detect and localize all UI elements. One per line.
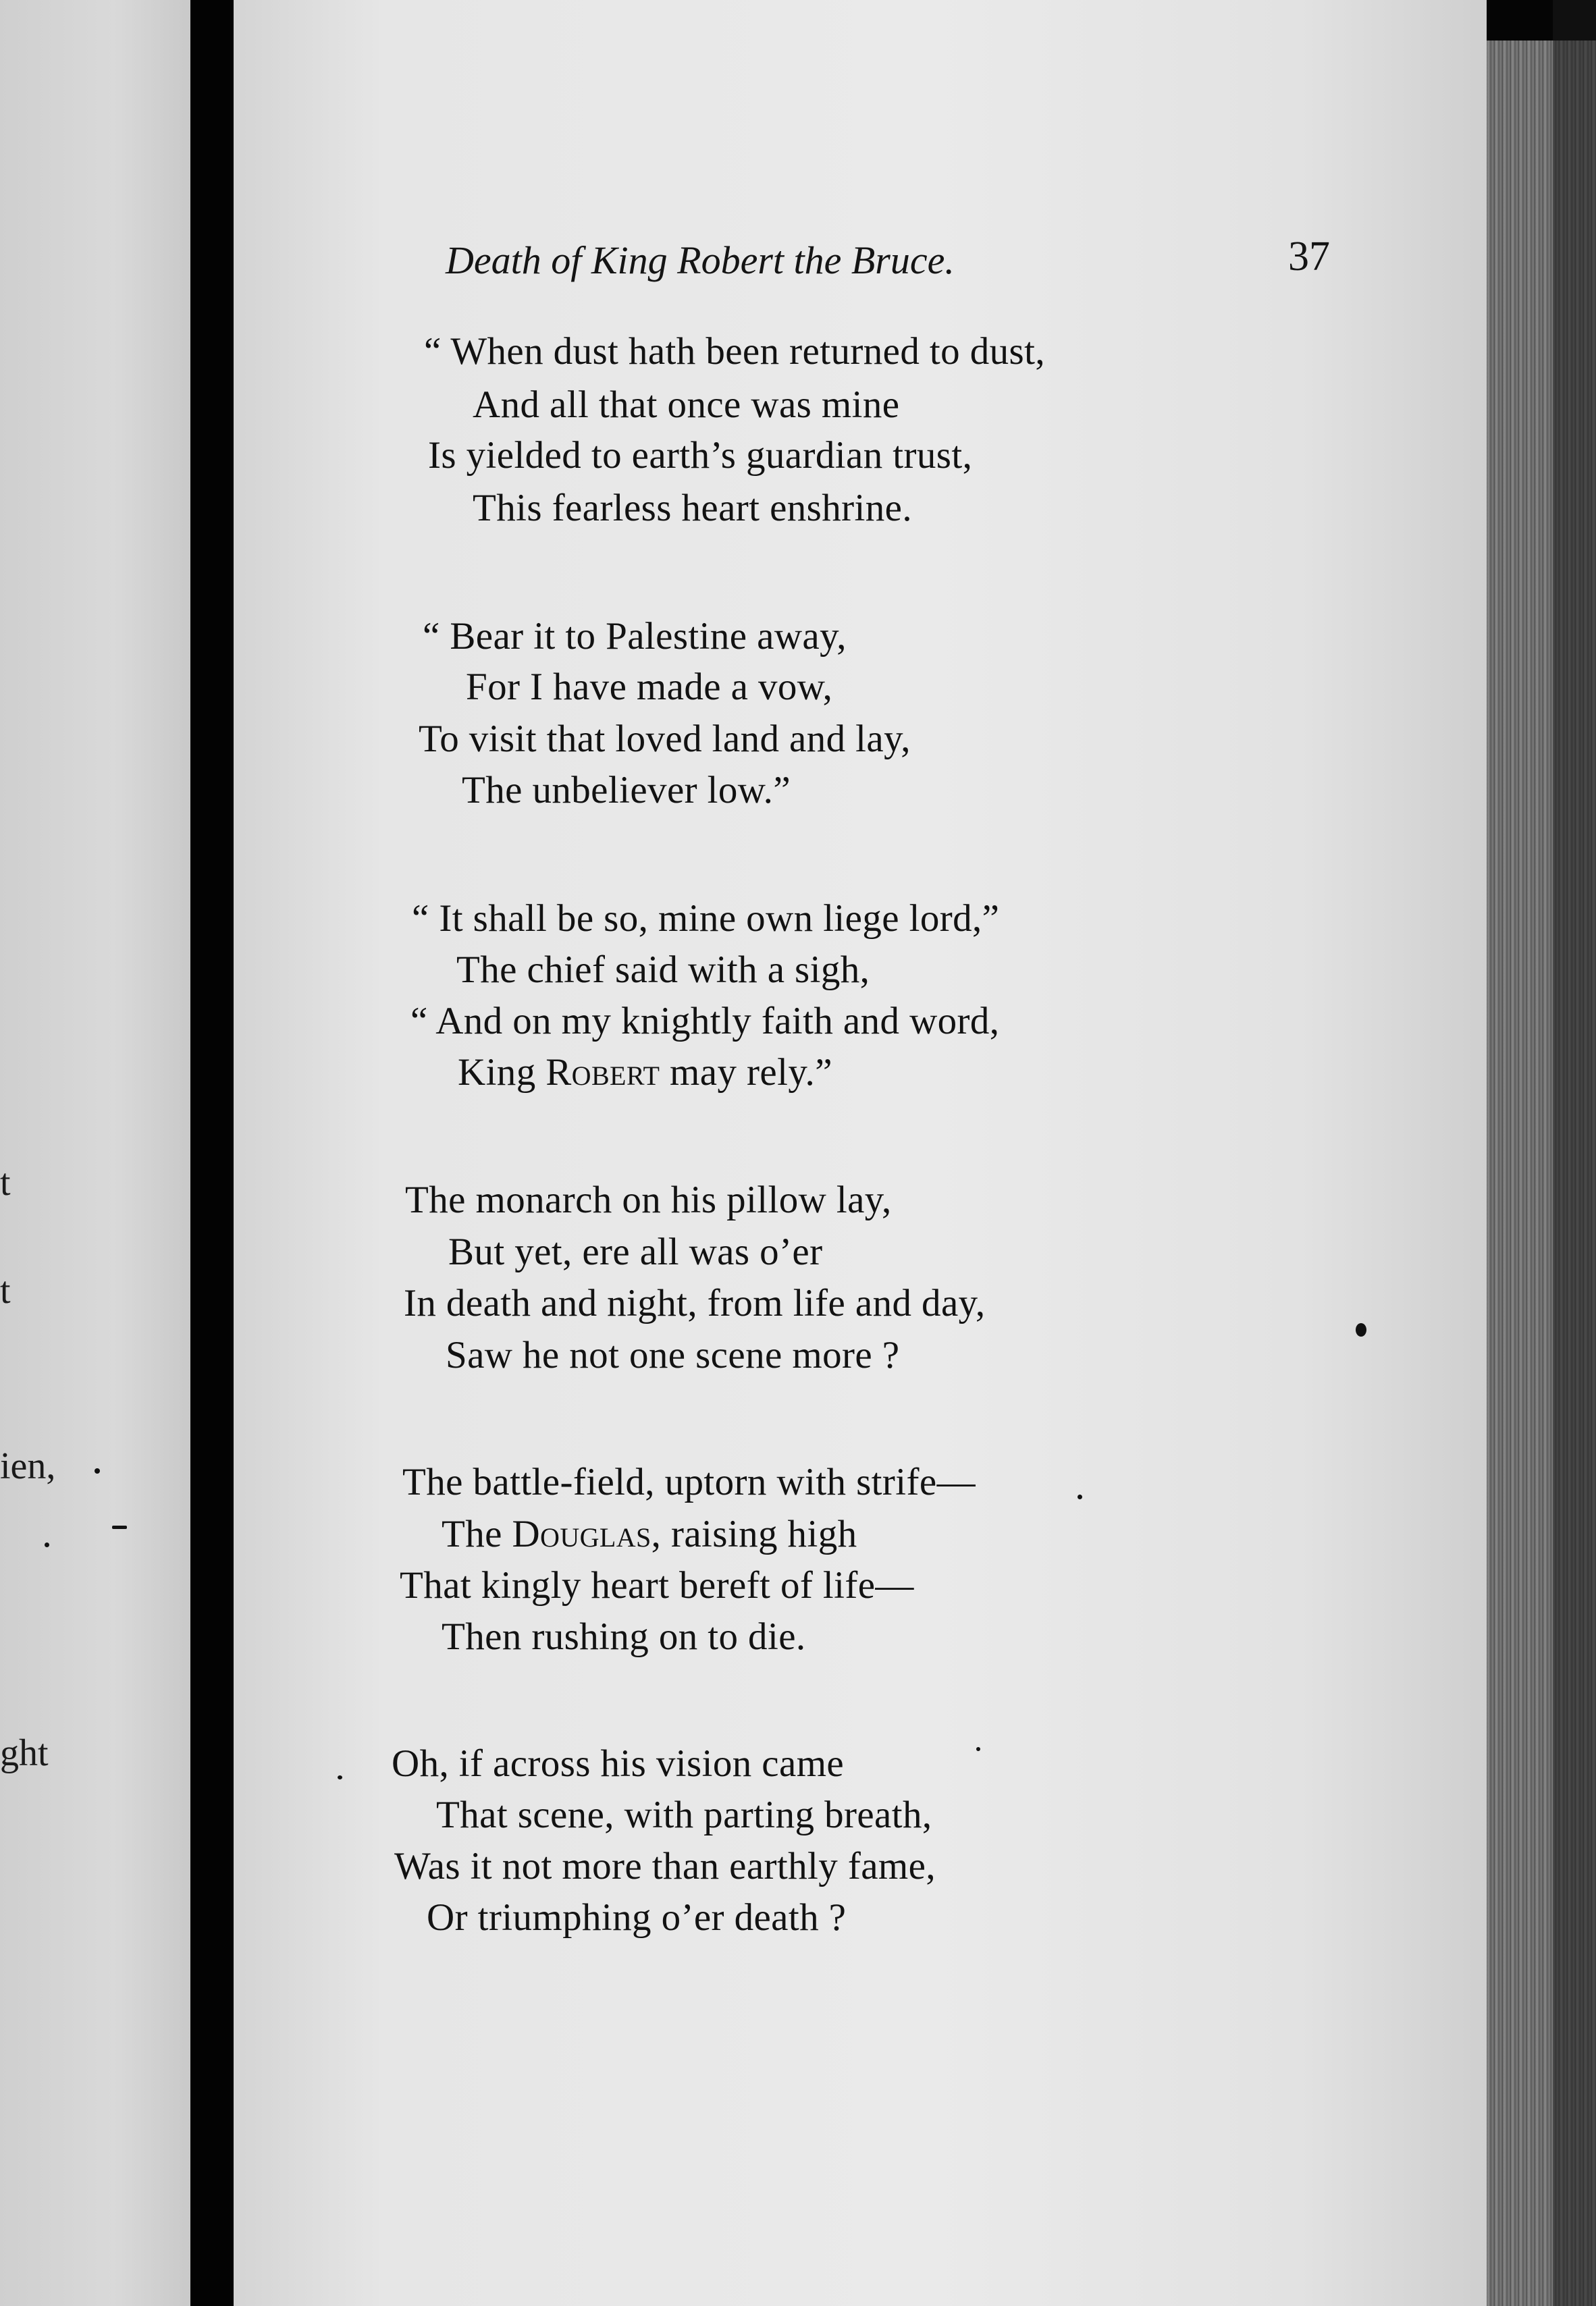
left-page: [0, 0, 190, 2306]
poem-line: That kingly heart bereft of life—: [400, 1564, 914, 1607]
line-small-caps: Douglas: [512, 1513, 651, 1555]
poem-line: Saw he not one scene more ?: [446, 1334, 900, 1376]
poem-line: Or triumphing o’er death ?: [427, 1896, 847, 1939]
left-page-fragment: ien,: [0, 1445, 56, 1487]
left-page-fragment: t: [0, 1270, 11, 1312]
poem-line: But yet, ere all was o’er: [448, 1231, 823, 1273]
line-small-caps: Robert: [546, 1051, 660, 1094]
scan-speck: [338, 1775, 342, 1779]
poem-line: To visit that loved land and lay,: [419, 718, 911, 760]
line-text: King: [458, 1051, 546, 1094]
poem-line: [442, 1512, 857, 1556]
poem-line: Oh, if across his vision came: [392, 1742, 845, 1785]
left-page-fragment: ght: [0, 1732, 49, 1774]
line-text: may rely.”: [660, 1051, 832, 1094]
book-gutter: [190, 0, 234, 2306]
poem-line: Was it not more than earthly fame,: [394, 1845, 936, 1887]
poem-line: “ When dust hath been returned to dust,: [424, 330, 1045, 373]
line-text: , raising high: [651, 1513, 857, 1555]
page-edges-shadow: [1553, 0, 1596, 2306]
poem-line: This fearless heart enshrine.: [473, 487, 913, 529]
left-page-fragment: t: [0, 1162, 11, 1204]
poem-line: Then rushing on to die.: [442, 1615, 806, 1658]
scan-speck: [976, 1747, 980, 1751]
line-text: The: [442, 1513, 512, 1555]
running-head: Death of King Robert the Bruce.: [446, 238, 955, 282]
poem-line: The chief said with a sigh,: [456, 948, 870, 991]
poem-line: “ Bear it to Palestine away,: [423, 615, 847, 658]
poem-line: The unbeliever low.”: [462, 769, 791, 811]
poem-line: [458, 1050, 832, 1094]
poem-line: In death and night, from life and day,: [404, 1282, 986, 1324]
scan-speck: [45, 1543, 49, 1547]
scan-speck: [112, 1526, 127, 1529]
scan-speck: [1078, 1495, 1082, 1499]
poem-line: And all that once was mine: [473, 383, 900, 426]
scan-speck: [1356, 1323, 1366, 1337]
page-number: 37: [1288, 234, 1330, 279]
poem-line: The monarch on his pillow lay,: [405, 1179, 892, 1221]
poem-line: “ And on my knightly faith and word,: [410, 1000, 1000, 1042]
poem-line: The battle-field, uptorn with strife—: [402, 1461, 976, 1503]
poem-line: Is yielded to earth’s guardian trust,: [428, 434, 973, 477]
poem-line: That scene, with parting breath,: [436, 1794, 932, 1836]
scan-speck: [95, 1468, 100, 1474]
poem-line: “ It shall be so, mine own liege lord,”: [412, 897, 1000, 940]
poem-line: For I have made a vow,: [466, 666, 833, 708]
